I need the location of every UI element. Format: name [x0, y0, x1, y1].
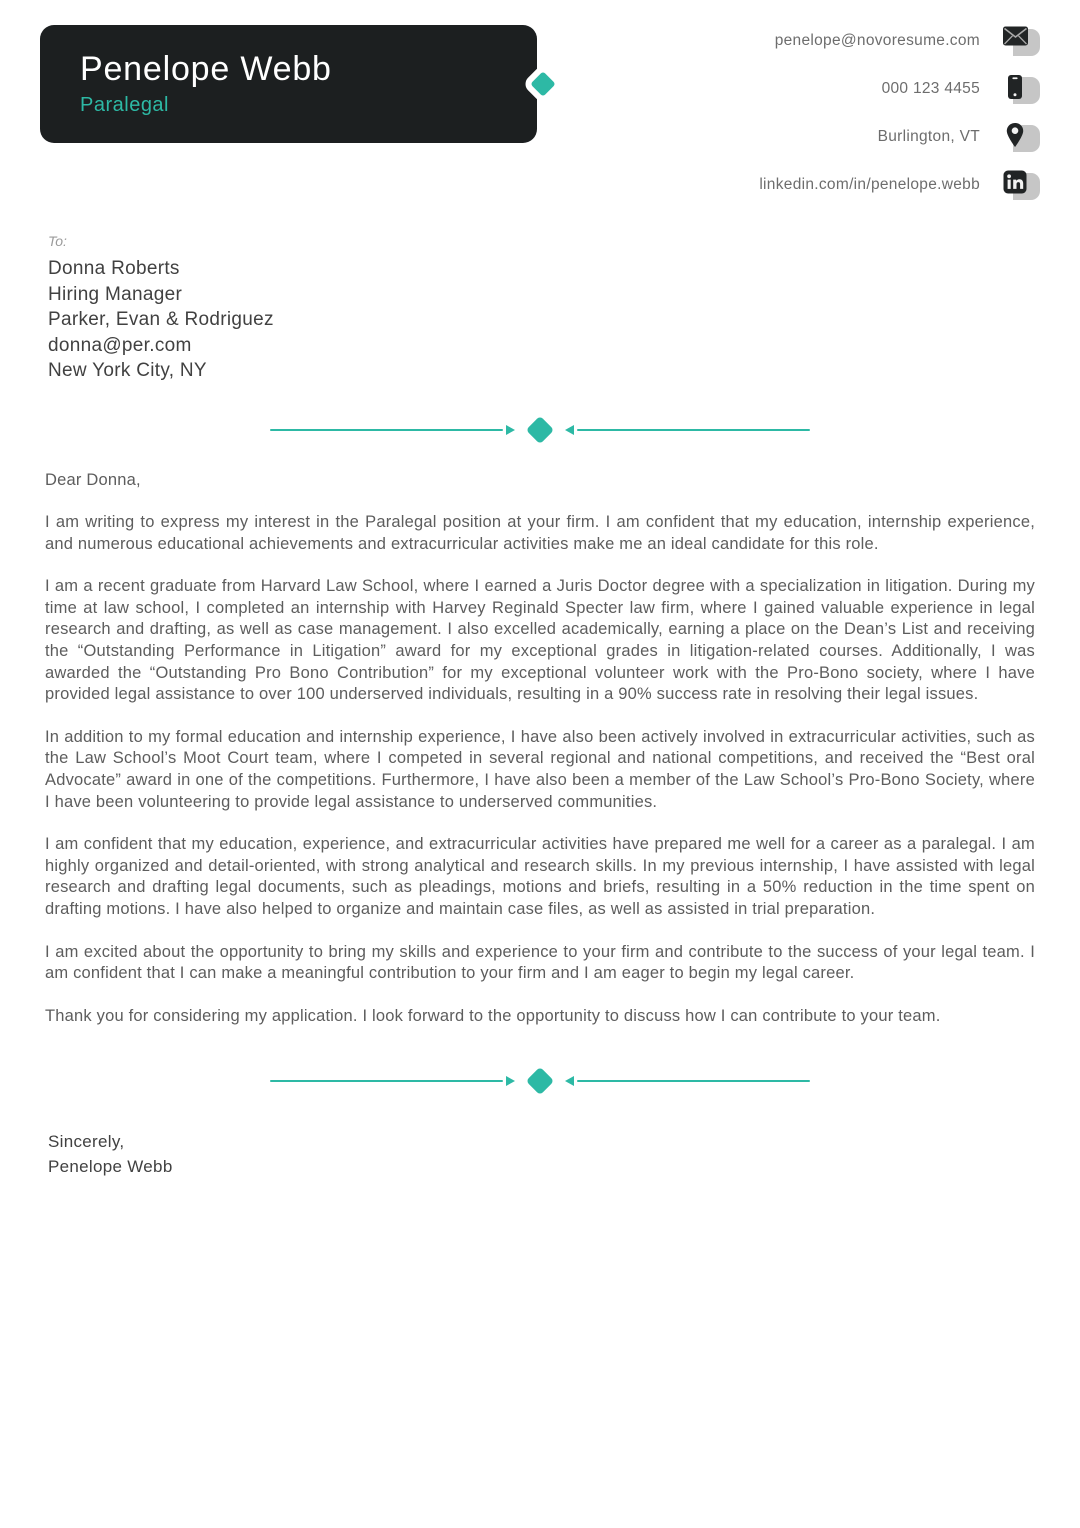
phone-glyph	[1003, 74, 1029, 100]
paragraph-excitement: I am excited about the opportunity to bring my skills and experience to your firm and contribute to the success of your legal team. I am confident that I can make a meaningful contribution to your firm and I am eager to begin my legal career.	[45, 942, 1035, 983]
divider-line	[270, 429, 503, 431]
arrow-left-icon	[565, 1076, 574, 1086]
recipient-company: Parker, Evan & Rodriguez	[48, 309, 274, 330]
closing-signature: Penelope Webb	[48, 1157, 173, 1177]
job-title: Paralegal	[80, 93, 170, 116]
divider-line	[577, 1080, 810, 1082]
contact-row-email	[759, 24, 1040, 58]
phone-text: 000 123 4455	[881, 80, 980, 97]
paragraph-intro: I am writing to express my interest in the Paralegal position at your firm. I am confident that my education, internship experience, and numerous educational achievements and extracurricular activities make me an ideal candidate for this role.	[45, 513, 1035, 553]
location-pin-glyph	[1003, 122, 1027, 148]
paragraph-skills: I am confident that my education, experience, and extracurricular activities have prepared me well for a career as a paralegal. I am highly organized and detail-oriented, with strong analytical and research skills. In my previous internship, I have assisted with legal research and drafting legal documents, such as pleadings, motions and briefs, resulting in a 50% reduction in the time spent on drafting motions. I have also helped to organize and maintain case files, as well as assisted in trial preparation.	[45, 835, 1035, 918]
location-text: Burlington, VT	[877, 128, 980, 145]
linkedin-glyph	[1003, 170, 1027, 194]
email-text: penelope@novoresume.com	[774, 32, 980, 49]
letter-body	[45, 470, 1035, 1028]
closing-block	[48, 1129, 1080, 1179]
paragraph-education: I am a recent graduate from Harvard Law School, where I earned a Juris Doctor degree with a specialization in litigation. During my time at law school, I completed an internship with Harvey Reginald Specter law firm, where I gained valuable experience in legal research and drafting, as well as case management. I also excelled academically, earning a place on the Dean’s List and receiving the “Outstanding Performance in Litigation” award for my exceptional grades in litigation-related courses. Additionally, I was awarded the “Outstanding Pro Bono Contribution” for my exceptional volunteer work with the Pro-Bono society, where I have provided legal assistance to over 100 underserved individuals, resulting in a 90% success rate in resolving their legal issues.	[45, 577, 1035, 704]
paragraph-extracurricular: In addition to my formal education and internship experience, I have also been actively involved in extracurricular activities, such as the Law School’s Moot Court team, where I competed in several regional and national competitions, and received the “Best oral Advocate” award in one of the competitions. Furthermore, I have also been a member of the Law School’s Pro-Bono Society, where I have been volunteering to provide legal assistance to underserved communities.	[45, 727, 1035, 811]
linkedin-text: linkedin.com/in/penelope.webb	[759, 176, 980, 193]
contact-list	[759, 24, 1040, 216]
salutation: Dear Donna,	[45, 470, 141, 489]
name-card	[40, 25, 537, 143]
contact-row-location	[759, 120, 1040, 154]
mail-glyph	[1003, 26, 1029, 47]
recipient-name: Donna Roberts	[48, 258, 180, 279]
section-divider-top	[270, 420, 810, 440]
recipient-role: Hiring Manager	[48, 283, 183, 305]
recipient-city: New York City, NY	[48, 360, 207, 381]
arrow-right-icon	[506, 425, 515, 435]
linkedin-icon	[1002, 168, 1040, 202]
to-label: To:	[48, 233, 67, 249]
arrow-left-icon	[565, 425, 574, 435]
recipient-block	[48, 233, 1080, 384]
mail-icon	[1002, 24, 1040, 58]
paragraph-thanks: Thank you for considering my application. I look forward to the opportunity to discuss how I can contribute to your team.	[45, 1006, 941, 1025]
diamond-icon	[526, 415, 554, 443]
divider-line	[270, 1080, 503, 1082]
location-pin-icon	[1002, 120, 1040, 154]
contact-row-phone	[759, 72, 1040, 106]
diamond-icon	[526, 1067, 554, 1095]
phone-icon	[1002, 72, 1040, 106]
recipient-email: donna@per.com	[48, 334, 192, 356]
arrow-right-icon	[506, 1076, 515, 1086]
closing-sincerely: Sincerely,	[48, 1132, 125, 1152]
contact-row-linkedin	[759, 168, 1040, 202]
page-header	[0, 0, 1080, 205]
section-divider-bottom	[270, 1071, 810, 1091]
divider-line	[577, 429, 810, 431]
person-name: Penelope Webb	[80, 50, 332, 89]
